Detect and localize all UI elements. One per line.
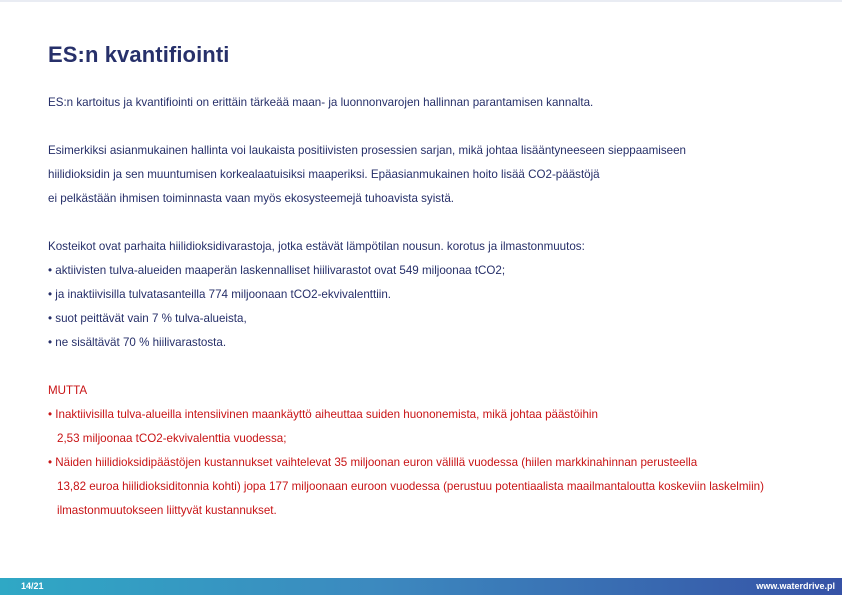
example-paragraph — [48, 139, 818, 211]
but-item-line: • Inaktiivisilla tulva-alueilla intensiivinen maankäyttö aiheuttaa suiden huononemista, mikä johtaa päästöihin — [48, 408, 598, 421]
but-section — [48, 379, 818, 523]
but-heading: MUTTA — [48, 384, 88, 397]
page-number: 14/21 — [21, 581, 44, 591]
wetlands-section — [48, 235, 818, 355]
page-title: ES:n kvantifiointi — [48, 42, 230, 67]
but-item-continuation: 13,82 euroa hiilidioksiditonnia kohti) jopa 177 miljoonaan euroon vuodessa (perustuu potentiaalista maailmantaloutta koskeviin laskelmiin) — [57, 480, 764, 493]
example-line: Esimerkiksi asianmukainen hallinta voi laukaista positiivisten prosessien sarjan, mikä johtaa lisääntyneeseen sieppaamiseen — [48, 144, 686, 157]
wetlands-bullet: • suot peittävät vain 7 % tulva-alueista, — [48, 312, 247, 325]
footer-bar — [0, 578, 842, 595]
example-line: hiilidioksidin ja sen muuntumisen korkealaatuisiksi maaperiksi. Epäasianmukainen hoito lisää CO2-päästöjä — [48, 168, 600, 181]
intro-paragraph: ES:n kartoitus ja kvantifiointi on erittäin tärkeää maan- ja luonnonvarojen hallinnan parantamisen kannalta. — [48, 96, 594, 109]
top-divider — [0, 0, 842, 2]
wetlands-bullet: • aktiivisten tulva-alueiden maaperän laskennalliset hiilivarastot ovat 549 miljoonaa tCO2; — [48, 264, 506, 277]
but-item-continuation: ilmastonmuutokseen liittyvät kustannukset. — [57, 504, 277, 517]
but-item-continuation: 2,53 miljoonaa tCO2-ekvivalenttia vuodessa; — [57, 432, 287, 445]
wetlands-lead: Kosteikot ovat parhaita hiilidioksidivarastoja, jotka estävät lämpötilan nousun. korotus ja ilmastonmuutos: — [48, 240, 585, 253]
website-link[interactable]: www.waterdrive.pl — [756, 581, 835, 591]
wetlands-bullet: • ja inaktiivisilla tulvatasanteilla 774 miljoonaan tCO2-ekvivalenttiin. — [48, 288, 392, 301]
wetlands-bullet: • ne sisältävät 70 % hiilivarastosta. — [48, 336, 227, 349]
but-item-line: • Näiden hiilidioksidipäästöjen kustannukset vaihtelevat 35 miljoonan euron välillä vuodessa (hiilen markkinahinnan perusteella — [48, 456, 698, 469]
example-line: ei pelkästään ihmisen toiminnasta vaan myös ekosysteemejä tuhoavista syistä. — [48, 192, 454, 205]
